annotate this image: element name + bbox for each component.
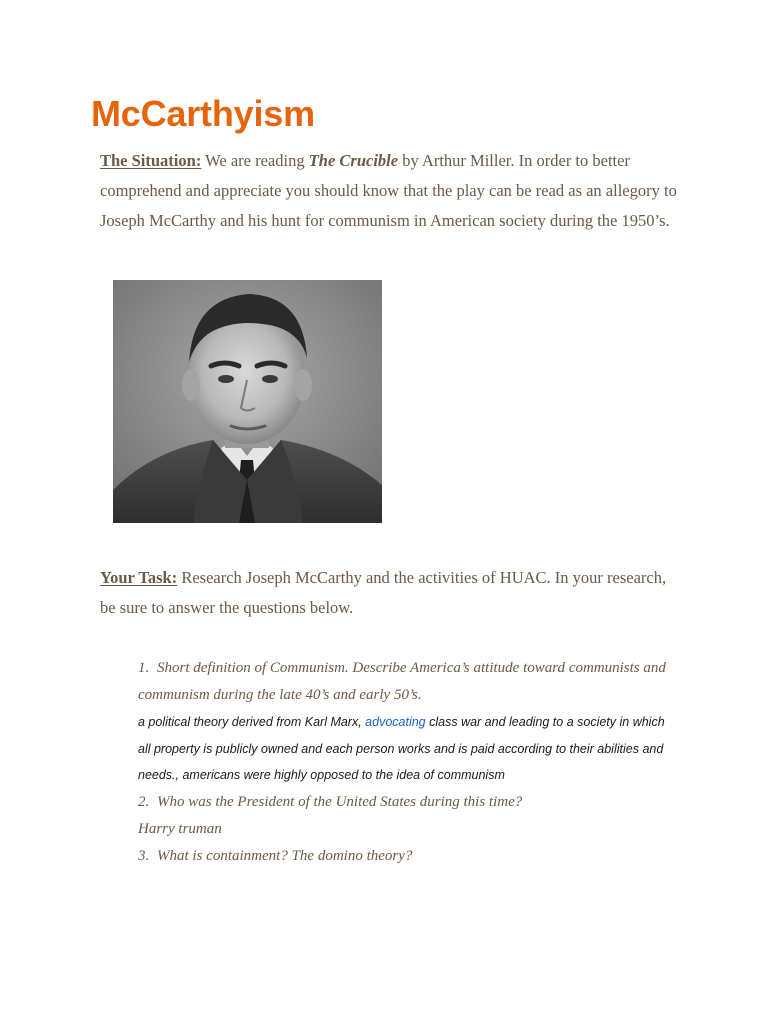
question-3-number: 3. [138,847,150,864]
question-list [138,655,678,870]
task-label: Your Task: [100,568,178,587]
mccarthy-portrait-photo [113,280,382,523]
question-1 [138,655,678,709]
page-title: McCarthyism [91,93,315,134]
answer-2: Harry truman [138,820,222,837]
question-3-text: What is containment? The domino theory? [157,847,413,864]
situation-label: The Situation: [100,151,202,170]
book-title: The Crucible [308,151,399,170]
question-1-text: Short definition of Communism. Describe America’s attitude toward communists and communism during the late 40’s and early 50’s. [138,660,666,703]
answer-1 [138,709,678,789]
situation-text-before: We are reading [201,151,309,170]
answer-1-after: class war and leading to a society in which all property is publicly owned and each person works and is paid according to their abilities and needs., americans were highly opposed to the idea of communism [138,715,665,782]
question-2-text: Who was the President of the United States during this time? [157,793,523,810]
question-1-number: 1. [138,660,150,676]
advocating-link[interactable]: advocating [365,715,426,729]
question-2 [138,789,678,816]
task-text: Research Joseph McCarthy and the activities of HUAC. In your research, be sure to answer the questions below. [100,568,667,617]
question-2-number: 2. [138,793,150,810]
situation-text-after: by Arthur Miller. In order to better comprehend and appreciate you should know that the play can be read as an allegory to Joseph McCarthy and his hunt for communism in American society during the 1950’s. [100,151,677,230]
task-paragraph [100,563,685,623]
situation-paragraph [100,146,685,236]
answer-1-before: a political theory derived from Karl Marx, [138,715,366,729]
question-3 [138,843,678,870]
